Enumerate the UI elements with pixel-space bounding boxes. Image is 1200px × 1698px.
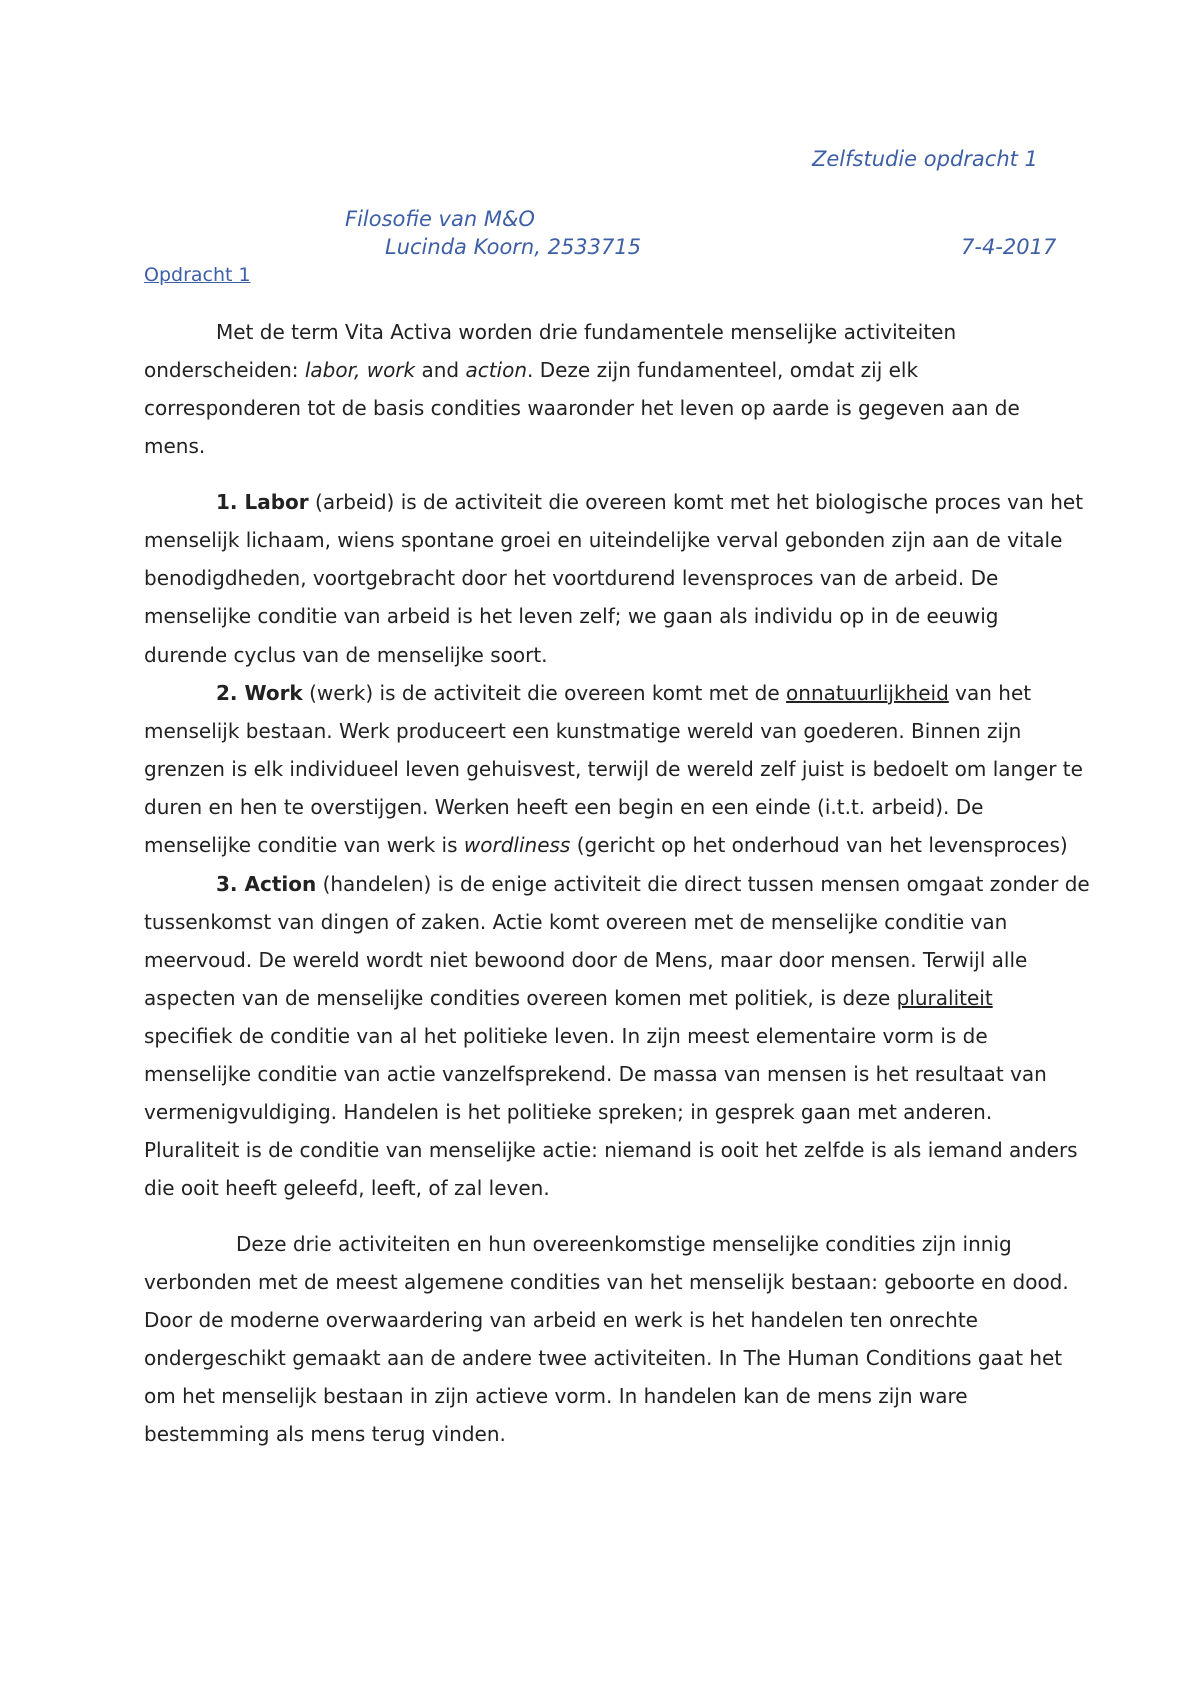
action-line: meervoud. De wereld wordt niet bewoond door de Mens, maar door mensen. Terwijl alle (144, 948, 1028, 972)
labor-term: Labor (244, 490, 309, 514)
action-line: Pluraliteit is de conditie van menselijke actie: niemand is ooit het zelfde is als iemand anders (144, 1138, 1078, 1162)
labor-line: menselijk lichaam, wiens spontane groei en uiteindelijke verval gebonden zijn aan de vitale (144, 528, 1063, 552)
action-line: menselijke conditie van actie vanzelfsprekend. De massa van mensen is het resultaat van (144, 1062, 1047, 1086)
closing-line: Deze drie activiteiten en hun overeenkomstige menselijke condities zijn innig (236, 1232, 1012, 1256)
course-name: Filosofie van M&O (345, 207, 535, 231)
intro-line: onderscheiden: labor, work and action. Deze zijn fundamenteel, omdat zij elk (144, 358, 919, 382)
intro-line: mens. (144, 434, 206, 458)
closing-line: om het menselijk bestaan in zijn actieve vorm. In handelen kan de mens zijn ware (144, 1384, 968, 1408)
closing-line: bestemming als mens terug vinden. (144, 1422, 506, 1446)
labor-line: menselijke conditie van arbeid is het leven zelf; we gaan als individu op in de eeuwig (144, 604, 999, 628)
action-line: vermenigvuldiging. Handelen is het politieke spreken; in gesprek gaan met anderen. (144, 1100, 993, 1124)
action-line: tussenkomst van dingen of zaken. Actie komt overeen met de menselijke conditie van (144, 910, 1008, 934)
action-line: specifiek de conditie van al het politieke leven. In zijn meest elementaire vorm is de (144, 1024, 988, 1048)
section-heading: Opdracht 1 (144, 264, 251, 286)
work-term: Work (244, 681, 303, 705)
work-line: 2. Work (werk) is de activiteit die overeen komt met de onnatuurlijkheid van het (216, 681, 1032, 705)
labor-line: 1. Labor (arbeid) is de activiteit die overeen komt met het biologische proces van het (216, 490, 1084, 514)
action-line: 3. Action (handelen) is de enige activiteit die direct tussen mensen omgaat zonder de (216, 872, 1090, 896)
work-line: duren en hen te overstijgen. Werken heeft een begin en een einde (i.t.t. arbeid). De (144, 795, 984, 819)
action-term: Action (244, 872, 317, 896)
document-title: Zelfstudie opdracht 1 (812, 147, 1038, 171)
document-date: 7-4-2017 (961, 235, 1057, 259)
author-name: Lucinda Koorn, 2533715 (385, 235, 642, 259)
labor-line: benodigdheden, voortgebracht door het voortdurend levensproces van de arbeid. De (144, 566, 999, 590)
action-line: aspecten van de menselijke condities overeen komen met politiek, is deze pluraliteit (144, 986, 993, 1010)
intro-line: corresponderen tot de basis condities waaronder het leven op aarde is gegeven aan de (144, 396, 1020, 420)
closing-line: verbonden met de meest algemene condities van het menselijk bestaan: geboorte en dood. (144, 1270, 1069, 1294)
action-line: die ooit heeft geleefd, leeft, of zal leven. (144, 1176, 550, 1200)
closing-line: ondergeschikt gemaakt aan de andere twee activiteiten. In The Human Conditions gaat het (144, 1346, 1063, 1370)
work-line: grenzen is elk individueel leven gehuisvest, terwijl de wereld zelf juist is bedoelt om langer te (144, 757, 1083, 781)
work-line: menselijke conditie van werk is wordliness (gericht op het onderhoud van het levensproces) (144, 833, 1068, 857)
labor-line: durende cyclus van de menselijke soort. (144, 643, 548, 667)
intro-line: Met de term Vita Activa worden drie fundamentele menselijke activiteiten (216, 320, 957, 344)
work-line: menselijk bestaan. Werk produceert een kunstmatige wereld van goederen. Binnen zijn (144, 719, 1022, 743)
closing-line: Door de moderne overwaardering van arbeid en werk is het handelen ten onrechte (144, 1308, 978, 1332)
